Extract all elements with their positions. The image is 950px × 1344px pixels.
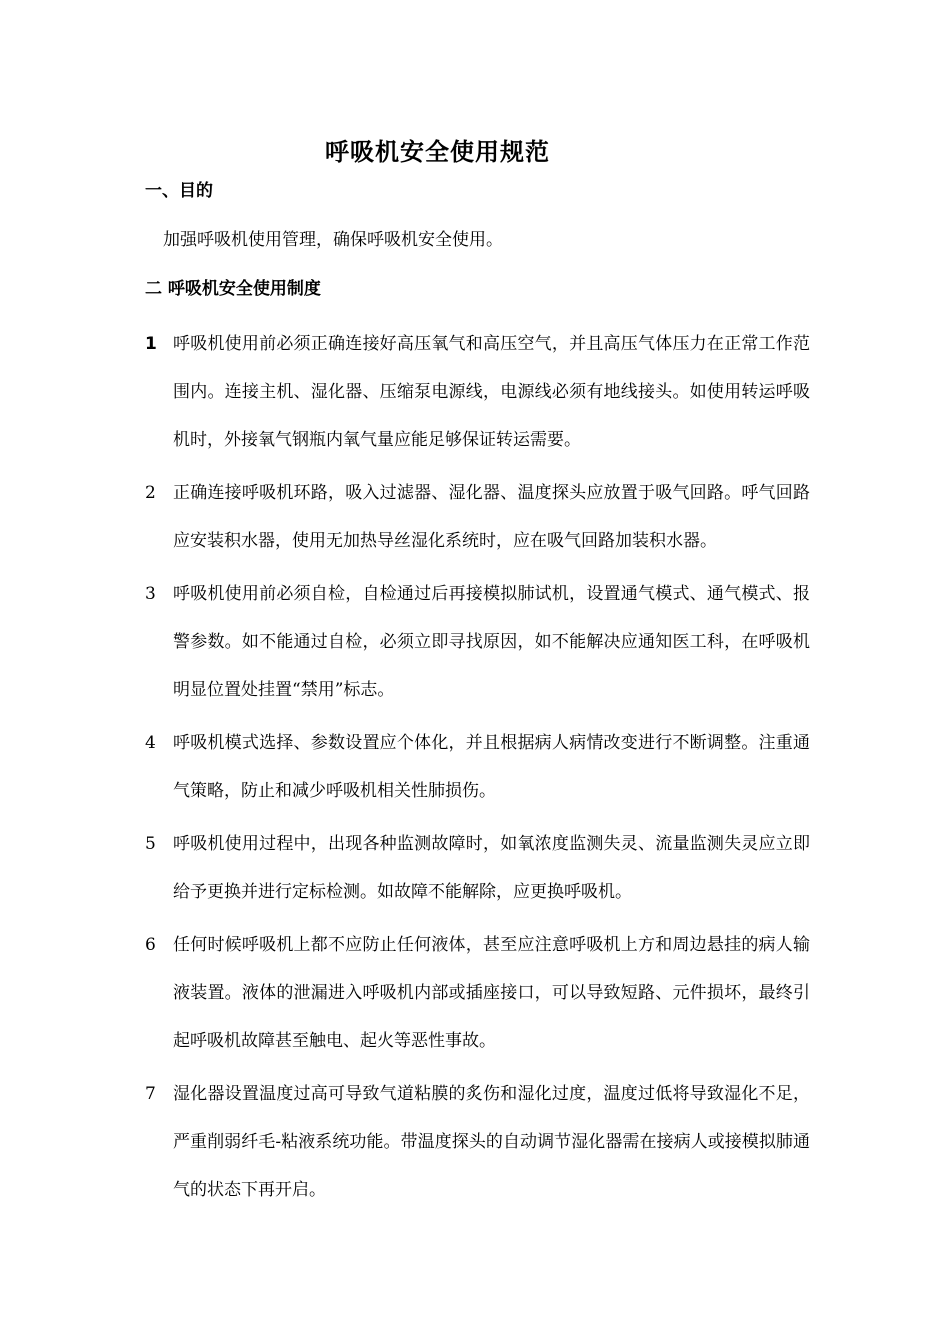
item-number: 7 (145, 1084, 156, 1104)
item-text: 任何时候呼吸机上都不应防止任何液体，甚至应注意呼吸机上方和周边悬挂的病人输液装置。液体的泄漏进入呼吸机内部或插座接口，可以导致短路、元件损坏，最终引起呼吸机故障甚至触电、起火等恶性事故。 (173, 935, 810, 1051)
list-item (145, 570, 810, 714)
purpose-text: 加强呼吸机使用管理，确保呼吸机安全使用。 (163, 230, 503, 250)
list-item (145, 320, 810, 464)
list-item (145, 921, 810, 1065)
rules-list (145, 320, 810, 1219)
item-text: 湿化器设置温度过高可导致气道粘膜的炙伤和湿化过度，温度过低将导致湿化不足，严重削弱纤毛-粘液系统功能。带温度探头的自动调节湿化器需在接病人或接模拟肺通气的状态下再开启。 (173, 1084, 810, 1200)
list-item (145, 1070, 810, 1214)
item-number: 6 (145, 935, 156, 955)
item-text: 呼吸机使用前必须正确连接好高压氧气和高压空气，并且高压气体压力在正常工作范围内。连接主机、湿化器、压缩泵电源线，电源线必须有地线接头。如使用转运呼吸机时，外接氧气钢瓶内氧气量应能足够保证转运需要。 (173, 334, 810, 450)
item-number: 4 (145, 733, 156, 753)
item-text: 呼吸机使用过程中，出现各种监测故障时，如氧浓度监测失灵、流量监测失灵应立即给予更换并进行定标检测。如故障不能解除，应更换呼吸机。 (173, 834, 810, 902)
list-item (145, 820, 810, 916)
list-item (145, 719, 810, 815)
section-heading-purpose: 一、目的 (145, 181, 213, 201)
item-text: 正确连接呼吸机环路，吸入过滤器、湿化器、温度探头应放置于吸气回路。呼气回路应安装积水器，使用无加热导丝湿化系统时，应在吸气回路加装积水器。 (173, 483, 810, 551)
item-number: 2 (145, 483, 156, 503)
item-number: 1 (145, 334, 157, 354)
list-item (145, 469, 810, 565)
item-number: 5 (145, 834, 156, 854)
item-text: 呼吸机使用前必须自检，自检通过后再接模拟肺试机，设置通气模式、通气模式、报警参数。如不能通过自检，必须立即寻找原因，如不能解决应通知医工科，在呼吸机明显位置处挂置“禁用”标志。 (173, 584, 810, 700)
document-title: 呼吸机安全使用规范 (325, 138, 550, 166)
item-text: 呼吸机模式选择、参数设置应个体化，并且根据病人病情改变进行不断调整。注重通气策略，防止和减少呼吸机相关性肺损伤。 (173, 733, 810, 801)
section-heading-rules: 二 呼吸机安全使用制度 (145, 279, 321, 299)
item-number: 3 (145, 584, 156, 604)
